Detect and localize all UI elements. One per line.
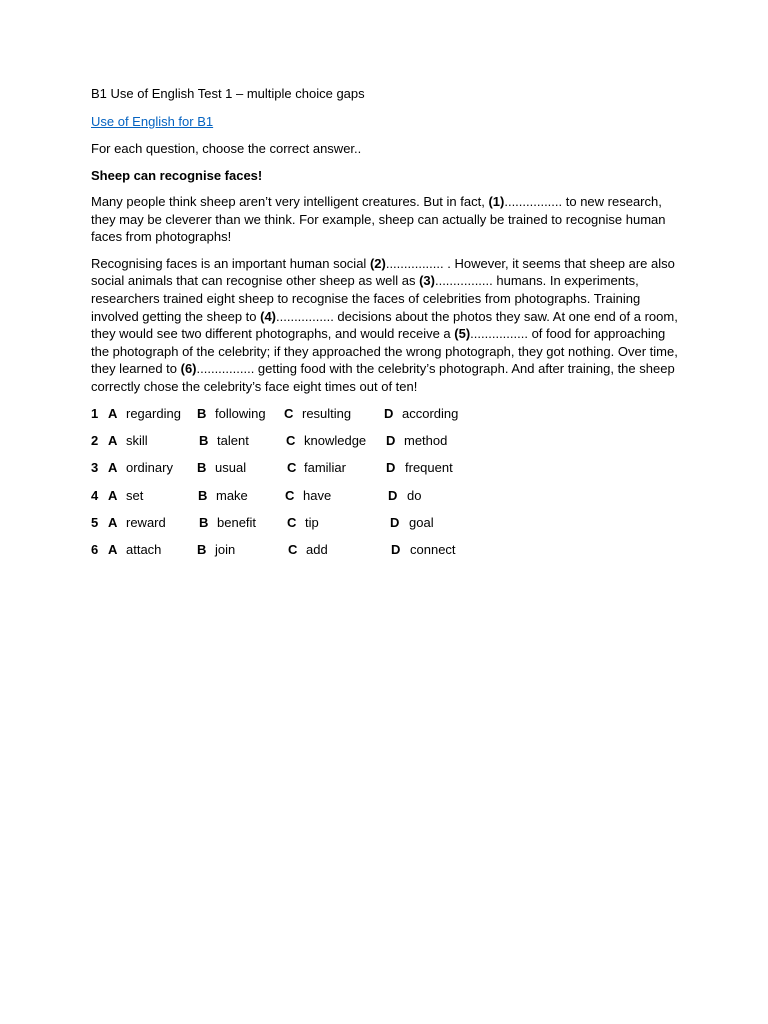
option-d-letter: D [386, 460, 396, 476]
option-d-text: connect [410, 542, 456, 558]
paragraph-2-text-e: ................ of food for approaching the photograph of the celebrity; if they approached the wrong photograph, they got nothing. Over time, they learned to [91, 326, 678, 377]
option-b-letter: B [199, 432, 209, 448]
gap-4-marker: (4) [260, 308, 277, 324]
option-d-letter: D [384, 405, 394, 421]
question-row-1 [91, 405, 681, 432]
option-a-letter: A [108, 542, 118, 558]
option-c-letter: C [287, 515, 297, 531]
option-c-letter: C [286, 432, 296, 448]
paragraph-2 [91, 255, 681, 396]
question-row-3 [91, 459, 681, 486]
option-a-letter: A [108, 405, 118, 421]
question-number: 1 [91, 405, 99, 421]
option-c-letter: C [284, 405, 294, 421]
option-b-letter: B [199, 515, 209, 531]
option-a-text: set [126, 487, 144, 503]
option-d-letter: D [390, 515, 400, 531]
option-a-text: attach [126, 542, 162, 558]
gap-5-marker: (5) [454, 326, 471, 342]
paragraph-2-text-b: ................ . However, it seems that sheep are also social animals that can recognise other sheep as well as [91, 255, 675, 289]
option-c-letter: C [285, 487, 295, 503]
instruction-text: For each question, choose the correct answer.. [91, 141, 362, 156]
option-a-letter: A [108, 515, 118, 531]
option-c-text: resulting [302, 405, 352, 421]
option-d-letter: D [391, 542, 401, 558]
option-d-text: frequent [405, 460, 453, 476]
paragraph-2-text-c: ................ humans. In experiments, researchers trained eight sheep to recognise the faces of celebrities from photographs. Training involved getting the sheep to [91, 273, 641, 324]
article-heading: Sheep can recognise faces! [91, 168, 263, 183]
question-number: 6 [91, 542, 99, 558]
option-a-text: skill [126, 432, 148, 448]
paragraph-2-text-f: ................ getting food with the celebrity’s photograph. And after training, the sheep correctly chose the celebrity’s face eight times out of ten! [91, 361, 675, 394]
question-number: 3 [91, 460, 99, 476]
answer-options [91, 405, 681, 569]
use-of-english-link-line [91, 113, 681, 130]
option-b-text: following [215, 405, 266, 421]
question-row-6 [91, 541, 681, 568]
paragraph-2-text-d: ................ decisions about the photos they saw. At one end of a room, they would see two different photographs, and would receive a [91, 308, 678, 342]
option-b-text: make [216, 487, 248, 503]
option-d-text: method [404, 432, 448, 448]
option-b-letter: B [198, 487, 208, 503]
option-b-text: benefit [217, 515, 257, 531]
option-d-text: goal [409, 515, 434, 531]
option-d-letter: D [386, 432, 396, 448]
gap-2-marker: (2) [369, 255, 386, 271]
question-row-5 [91, 514, 681, 541]
paragraph-2-text-a: Recognising faces is an important human social [91, 255, 370, 271]
question-number: 5 [91, 515, 99, 531]
option-d-text: according [402, 405, 459, 421]
option-b-letter: B [197, 542, 207, 558]
option-c-text: have [303, 487, 332, 503]
option-a-letter: A [108, 432, 118, 448]
document-content [91, 85, 681, 569]
question-row-4 [91, 487, 681, 514]
question-row-2 [91, 432, 681, 459]
option-c-text: familiar [304, 460, 346, 476]
gap-1-marker: (1) [488, 194, 505, 209]
option-a-text: ordinary [126, 460, 173, 476]
document-title: B1 Use of English Test 1 – multiple choice gaps [91, 86, 365, 101]
gap-6-marker: (6) [180, 361, 197, 377]
use-of-english-link[interactable]: Use of English for B1 [91, 114, 214, 129]
option-c-letter: C [288, 542, 298, 558]
option-a-letter: A [108, 460, 118, 476]
question-number: 2 [91, 432, 99, 448]
option-d-text: do [407, 487, 422, 503]
option-b-text: talent [217, 432, 249, 448]
option-b-letter: B [197, 460, 207, 476]
question-number: 4 [91, 487, 99, 503]
option-c-text: add [306, 542, 328, 558]
option-d-letter: D [388, 487, 398, 503]
option-a-letter: A [108, 487, 118, 503]
option-a-text: reward [126, 515, 166, 531]
option-c-text: tip [305, 515, 319, 531]
paragraph-1-text-b: ................ to new research, they may be cleverer than we think. For example, sheep can actually be trained to recognise human faces from photographs! [91, 194, 666, 245]
option-b-letter: B [197, 405, 207, 421]
option-a-text: regarding [126, 405, 181, 421]
paragraph-1-text-a: Many people think sheep aren’t very intelligent creatures. But in fact, [91, 194, 489, 209]
option-b-text: usual [215, 460, 247, 476]
gap-3-marker: (3) [419, 273, 435, 289]
paragraph-1 [91, 193, 681, 246]
option-b-text: join [215, 542, 236, 558]
option-c-letter: C [287, 460, 297, 476]
option-c-text: knowledge [304, 432, 367, 448]
